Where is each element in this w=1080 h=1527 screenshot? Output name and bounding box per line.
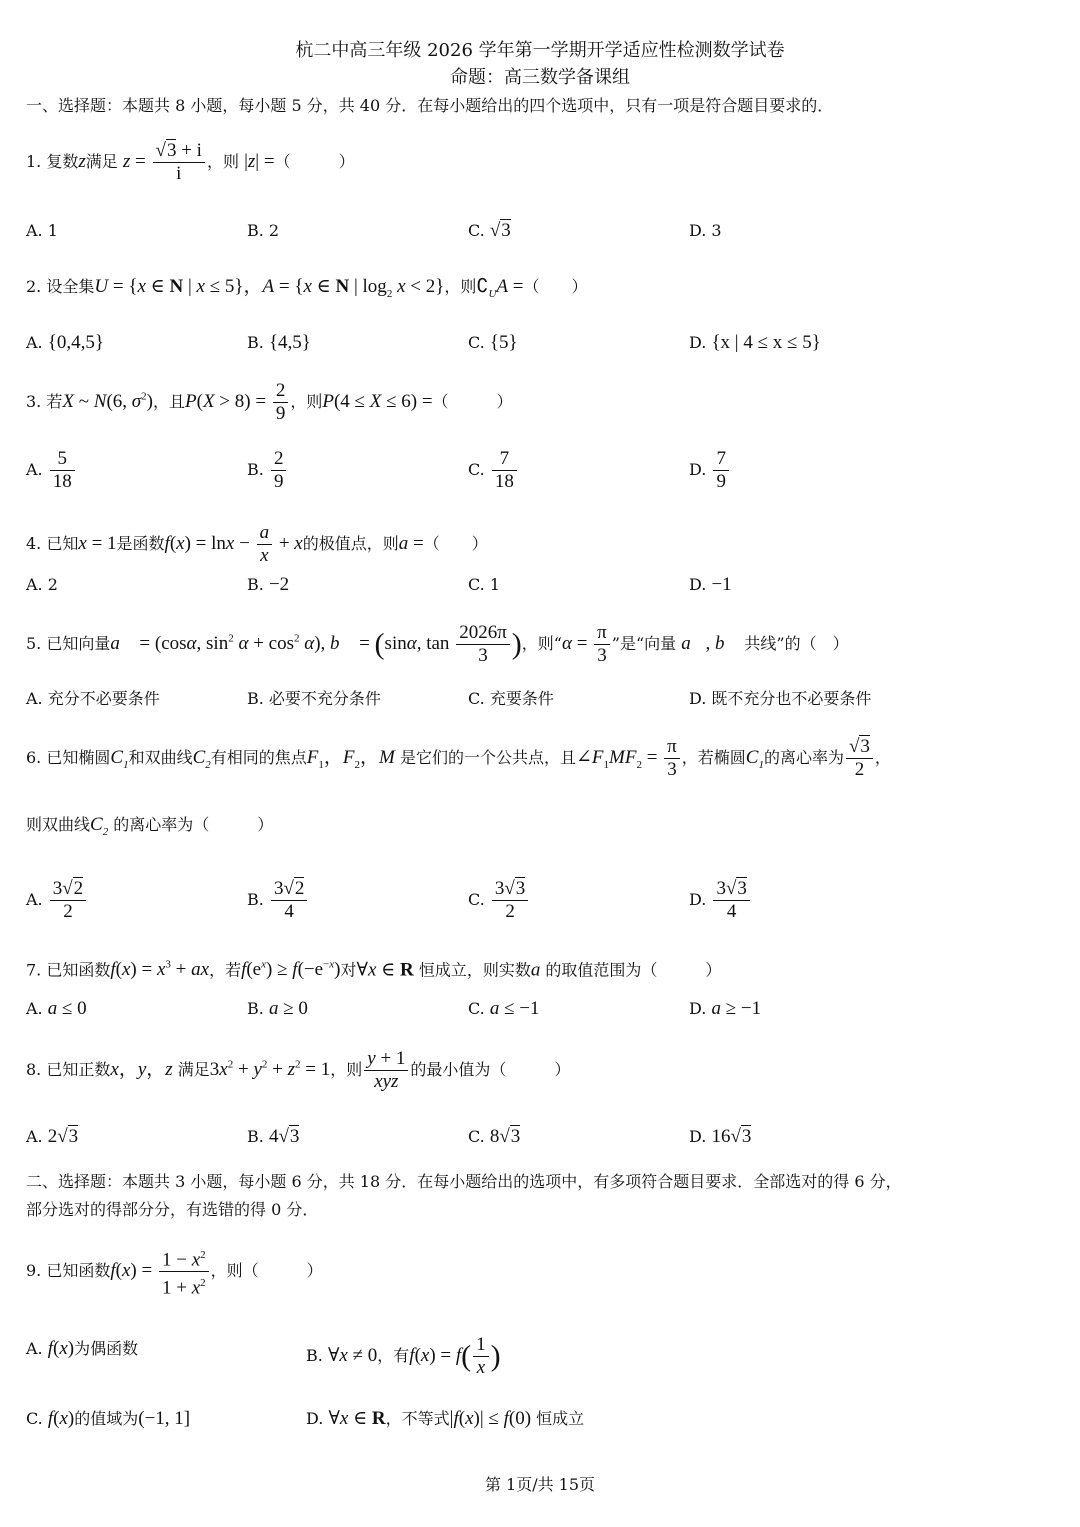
question-9: 9. 已知函数f(x) = $\frac{1 - x^2}{1 + x^2}$ ，则（ ） [26,1244,323,1300]
question-text: ，则“ [521,633,562,653]
option-label: C. [468,333,485,352]
question-text: 是函数 [116,533,165,553]
q5-option-c: C. 充要条件 [468,689,554,708]
question-number: 4. [26,533,42,553]
question-text: ，且 [152,391,185,411]
answer-blank: 的最小值为（ ） [410,1060,571,1079]
question-text: 对 [340,960,357,980]
question-text: 已知 [46,533,79,553]
option-text: 的值域为 [74,1409,139,1428]
option-text: 恒成立 [536,1409,585,1428]
option-text: ，不等式 [385,1409,450,1428]
question-text: 已知正数 [46,1060,111,1079]
q9-option-d: D. ∀x ∈ R，不等式|f(x)| ≤ f(0) 恒成立 [306,1408,585,1429]
option-label: B. [247,333,264,352]
option-label: C. [468,890,485,909]
question-text: 满足 [177,1060,210,1079]
option-label: D. [689,460,707,479]
question-text: ，则 [206,151,239,171]
q2-option-b [247,328,311,358]
option-label: B. [247,575,264,594]
question-text: 已知函数 [46,960,111,980]
q3-option-b: B. $\frac{2}{9}$ [247,448,288,493]
option-value: {0,4,5} [47,332,104,353]
option-label: A. [26,333,43,352]
q4-option-b: B. −2 [247,574,290,595]
q7-option-d: D. a ≥ −1 [689,998,762,1019]
option-label: D. [689,333,707,352]
question-6: 6. 已知椭圆$C_1$和双曲线$C_2$有相同的焦点$F_1$，$F_2$，M 是它们的一个公共点，且$\angle F_1MF_2$ = $\frac{\pi}{3}$ ，若椭圆$C_1$的离心率为 $\frac{√3}{2}$ ， [26,736,891,781]
option-label: B. [306,1345,323,1365]
section-one-heading: 一、选择题：本题共 8 小题，每小题 5 分，共 40 分．在每小题给出的四个选项中，只有一项是符合题目要求的． [26,96,834,115]
question-number: 9. [26,1261,42,1281]
answer-blank: 的取值范围为（ ） [545,960,722,980]
page-subtitle: 命题：高三数学备课组 [450,67,630,88]
question-2: 2. 设全集U = {x ∈ N | x ≤ 5}，A = {x ∈ N | $\log_2 x < 2$}，则$∁_UA$ =（ ） [26,276,588,300]
option-label: A. [26,890,43,909]
option-label: C. [468,460,485,479]
option-label: C. [26,1409,43,1428]
question-text: ，若椭圆 [681,748,746,767]
option-label: C. [468,1127,485,1146]
option-value: {4,5} [268,332,311,353]
q8-option-a: A. 2√3 [26,1126,79,1147]
q8-option-b: B. 4√3 [247,1126,300,1147]
option-label: A. [26,1339,43,1358]
option-label: B. [247,1127,264,1146]
q9-option-a: A. f(x)为偶函数 [26,1338,139,1359]
question-7: 7. 已知函数$f(x) = x^3$ + ax，若$f(e^x) \ge f(-e^{-x})$对∀x ∈ R 恒成立，则实数a 的取值范围为（ ） [26,959,722,981]
q1-option-c: C. √3 [468,220,511,241]
question-text: ，则 [330,1060,363,1079]
q5-option-b: B. 必要不充分条件 [247,689,381,708]
option-label: A. [26,1127,43,1146]
q3-option-d: D. $\frac{7}{9}$ [689,448,731,493]
question-number: 7. [26,960,42,980]
question-text: 有相同的焦点 [210,748,307,767]
section-two-heading-line-2: 部分选对的得部分分，有选错的得 0 分． [26,1200,319,1219]
question-text: 则双曲线 [26,815,91,834]
q2-option-c [468,328,518,358]
question-text: 已知向量 [46,633,111,653]
question-text: 和双曲线 [128,748,193,767]
question-number: 8. [26,1060,42,1079]
question-text: 设全集 [46,277,95,296]
answer-blank: （ ） [432,391,513,411]
option-value: {x | 4 ≤ x ≤ 5} [711,332,821,353]
question-number: 6. [26,748,42,767]
option-label: B. [247,460,264,479]
option-label: C. [468,999,485,1018]
answer-blank: 的离心率为（ ） [113,815,274,834]
q8-option-d: D. 16√3 [689,1126,752,1147]
q8-option-c: C. 8√3 [468,1126,521,1147]
question-text: 已知椭圆 [46,748,111,767]
option-label: D. [306,1409,324,1428]
question-6-line-2: 则双曲线$C_2$ 的离心率为（ ） [26,814,274,838]
q4-option-d: D. −1 [689,574,732,595]
question-number: 5. [26,633,42,653]
option-label: D. [689,575,707,594]
option-label: A. [26,999,43,1018]
q1-option-d: D. 3 [689,221,722,240]
answer-blank: ，则（ ） [210,1261,323,1281]
option-label: B. [247,999,264,1018]
question-text: 是它们的一个公共点，且 [399,748,576,767]
q3-option-c: C. $\frac{7}{18}$ [468,448,519,493]
option-text: ，有 [377,1345,410,1365]
q3-option-a: A. $\frac{5}{18}$ [26,448,77,493]
answer-blank: （ ） [274,151,355,171]
section-two-heading: 二、选择题：本题共 3 小题，每小题 6 分，共 18 分．在每小题给出的选项中，有多项符合题目要求．全部选对的得 6 分， [26,1172,902,1191]
q6-option-a: A. $\frac{3√2}{2}$ [26,878,88,923]
option-label: A. [26,460,43,479]
page-title: 杭二中高三年级 2026 学年第一学期开学适应性检测数学试卷 [295,40,785,61]
option-value: {5} [489,332,518,353]
question-5: 5. 已知向量a⃗ = (cosα, $\sin^2 \alpha + \cos^2 \alpha$), b⃗ = (sinα, tan $\frac{2026\pi}{3}$ )，则“α = $\frac{\pi}{3}$ ”是“向量 a⃗, b⃗ 共线”的（ ） [26,622,849,666]
q5-option-a: A. 充分不必要条件 [26,689,160,708]
question-text: 的离心率为 [763,748,844,767]
question-1: 1. 复数z满足 z = $\frac{√3 + i}{i}$ ，则 |z| =（ ） [26,140,355,184]
q6-option-b: B. $\frac{3√2}{4}$ [247,878,309,923]
q6-option-c: C. $\frac{3√3}{2}$ [468,878,530,923]
q7-option-a: A. a ≤ 0 [26,998,87,1019]
option-label: D. [689,1127,707,1146]
q5-option-d: D. 既不充分也不必要条件 [689,689,872,708]
question-text: ”是“向量 [611,633,677,653]
option-label: B. [247,890,264,909]
question-number: 1. [26,151,42,171]
q1-option-a: A. 1 [26,221,58,240]
question-text: 复数 [46,151,79,171]
page-footer: 第 1页/共 15页 [484,1475,596,1494]
option-text: 为偶函数 [74,1339,139,1358]
q9-option-c: C. f(x)的值域为(−1, 1] [26,1408,191,1429]
question-text: ，若 [209,960,242,980]
q7-option-c: C. a ≤ −1 [468,998,540,1019]
question-text: 已知函数 [46,1261,111,1281]
question-number: 3. [26,391,42,411]
question-8: 8. 已知正数x，y，z 满足$3x^2 + y^2 + z^2 = 1$，则 $\frac{y + 1}{\text{xyz}}$ 的最小值为（ ） [26,1048,571,1092]
question-number: 2. [26,277,42,296]
option-label: C. [468,221,485,240]
question-3: 3. 若X ~ N(6, $\sigma^2$)，且P(X > 8) = $\frac{2}{9}$ ，则P(4 ≤ X ≤ 6) =（ ） [26,380,513,424]
answer-blank: （ ） [423,533,488,553]
q6-option-d: D. $\frac{3√3}{4}$ [689,878,752,923]
question-text: ，则 [290,391,323,411]
question-text: 的极值点，则 [302,533,399,553]
q1-option-b: B. 2 [247,221,280,240]
answer-blank: 共线”的（ ） [744,633,849,653]
q9-option-b: B. ∀x ≠ 0，有f(x) = f( $\frac{1}{x}$ ) [306,1334,501,1378]
question-4: 4. 已知x = 1是函数f(x) = lnx − $\frac{a}{x}$ + x的极值点，则a =（ ） [26,522,488,566]
question-text: 若 [46,391,63,411]
q2-option-d [689,328,821,358]
answer-blank: （ ） [523,277,588,296]
q2-option-a [26,328,104,358]
option-label: D. [689,999,707,1018]
option-label: D. [689,890,707,909]
q7-option-b: B. a ≥ 0 [247,998,308,1019]
question-text: 满足 [85,151,118,171]
q4-option-a: A. 2 [26,575,58,594]
question-text: 恒成立，则实数 [418,960,531,980]
q4-option-c: C. 1 [468,575,501,594]
question-text: ，则 [444,277,477,296]
